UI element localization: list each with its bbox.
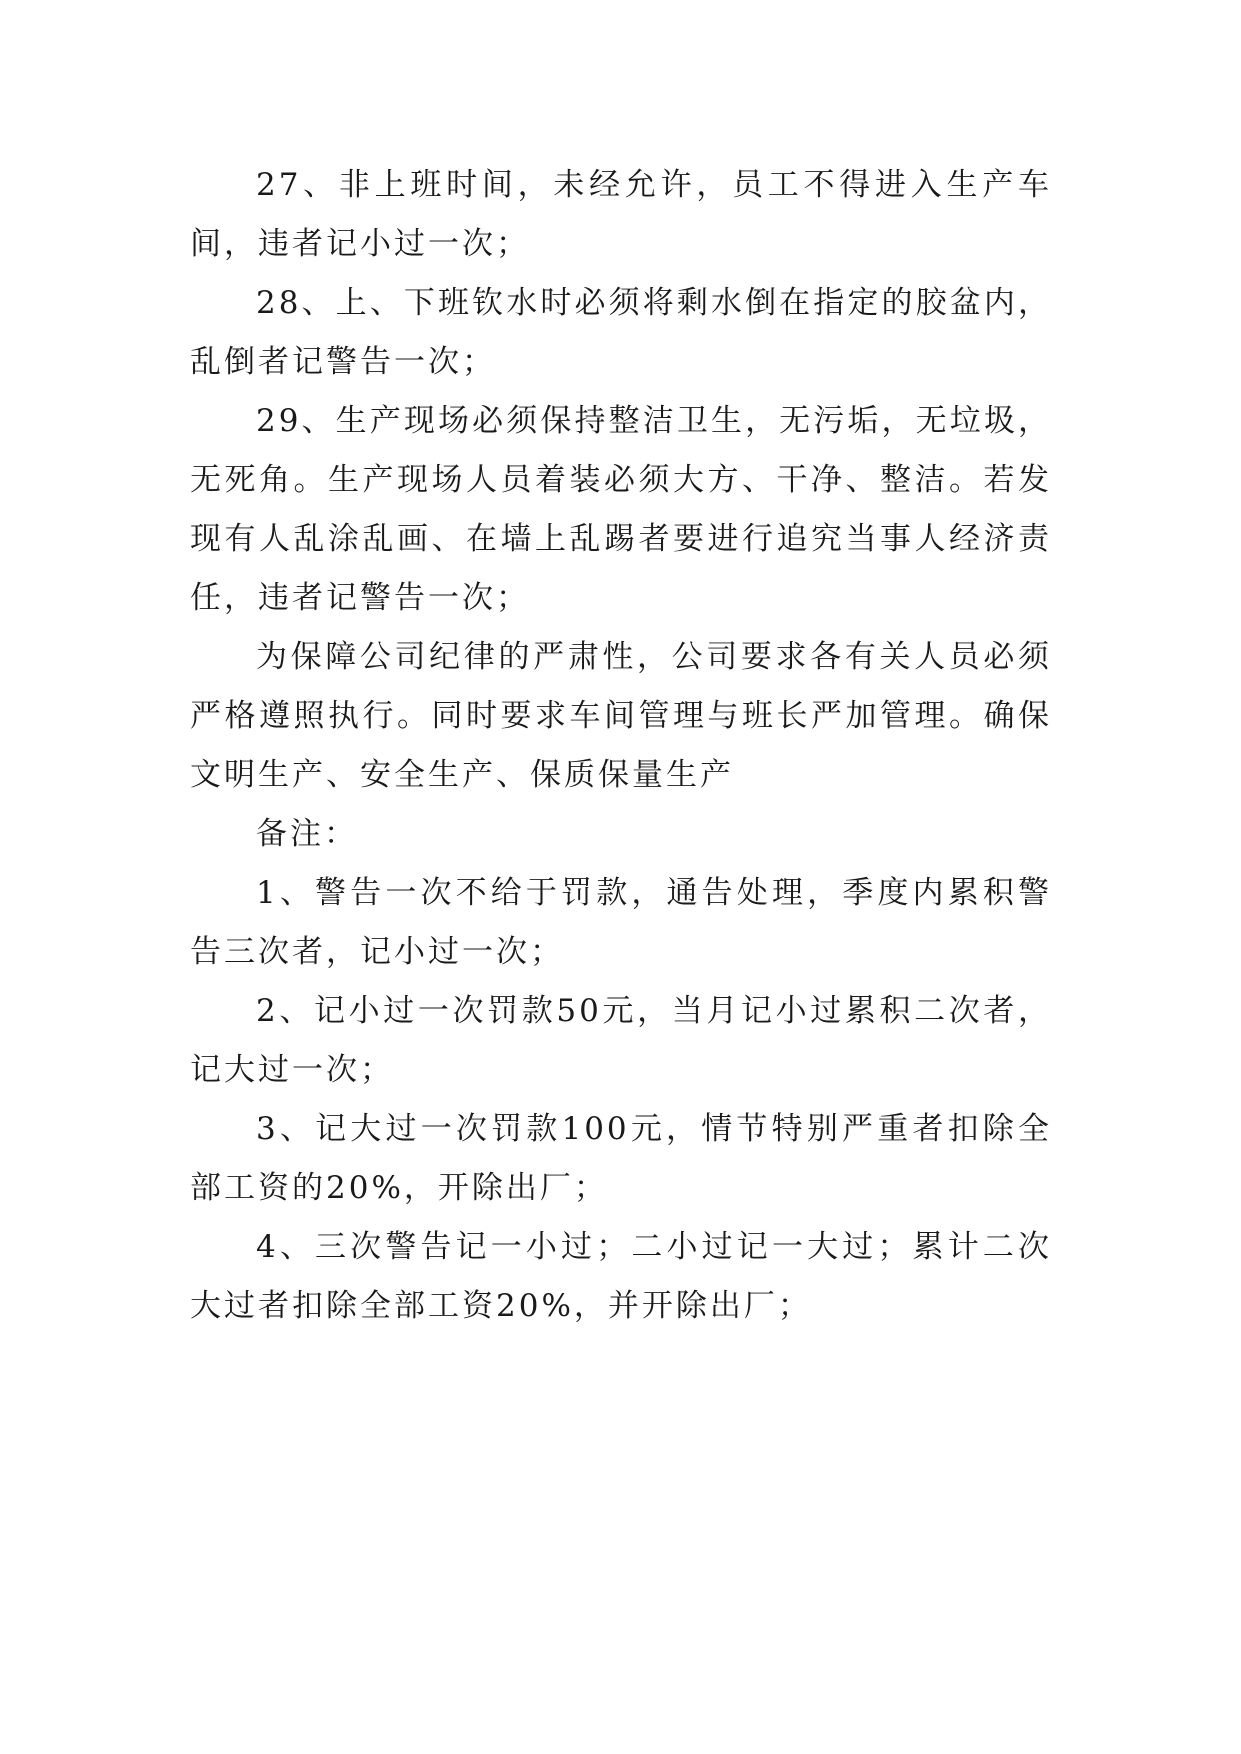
remark-1-paragraph: 1、警告一次不给于罚款，通告处理，季度内累积警告三次者，记小过一次； (190, 875, 1052, 970)
remark-2-paragraph: 2、记小过一次罚款50元，当月记小过累积二次者，记大过一次； (190, 993, 1052, 1088)
discipline-summary-paragraph: 为保障公司纪律的严肃性，公司要求各有关人员必须严格遵照执行。同时要求车间管理与班长严加管理。确保文明生产、安全生产、保质保量生产 (190, 639, 1052, 793)
remark-3-paragraph: 3、记大过一次罚款100元，情节特别严重者扣除全部工资的20%，开除出厂； (190, 1111, 1052, 1206)
rule-28-paragraph: 28、上、下班钦水时必须将剩水倒在指定的胶盆内，乱倒者记警告一次； (190, 285, 1052, 380)
rule-29-paragraph: 29、生产现场必须保持整洁卫生，无污垢，无垃圾，无死角。生产现场人员着装必须大方、干净、整洁。若发现有人乱涂乱画、在墙上乱踢者要进行追究当事人经济责任，违者记警告一次； (190, 403, 1052, 616)
rule-27-paragraph: 27、非上班时间，未经允许，员工不得进入生产车间，违者记小过一次； (190, 167, 1052, 262)
document-body (190, 156, 1052, 1336)
remark-4-paragraph: 4、三次警告记一小过；二小过记一大过；累计二次大过者扣除全部工资20%，并开除出厂； (190, 1229, 1052, 1324)
remarks-heading: 备注： (256, 816, 358, 852)
